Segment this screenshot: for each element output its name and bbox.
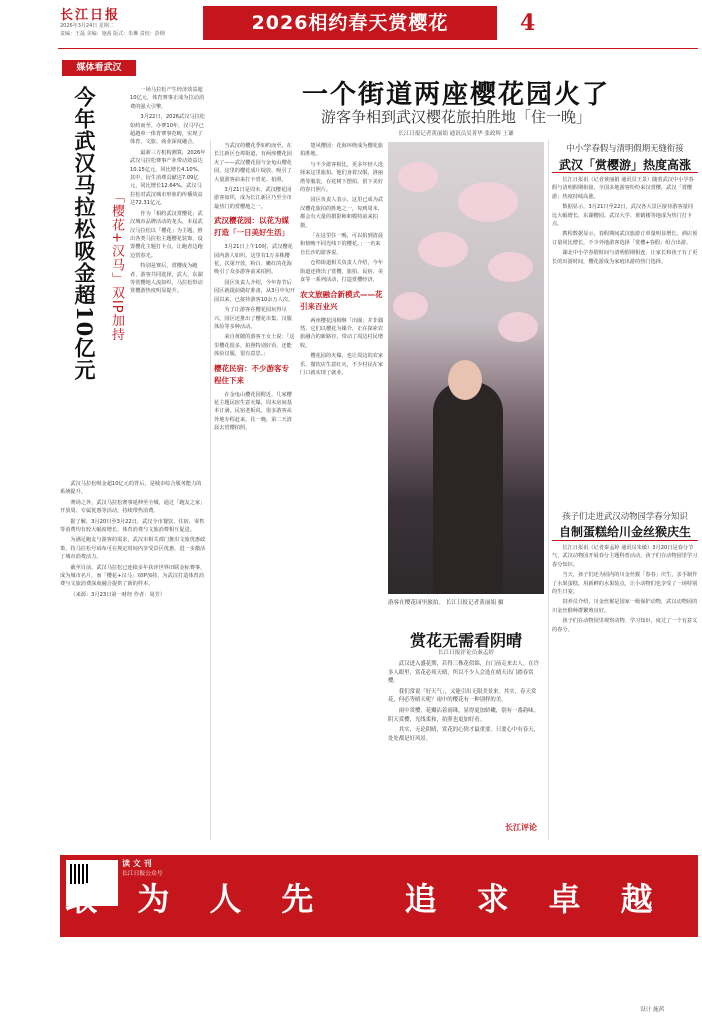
paragraph: 来自黄陂的游客王女士说：「这里樱花很多，拍照特别好看，还能体验汉服，很有意思。」 (214, 334, 295, 358)
paragraph: 3月21日上午10时，武汉樱花园内游人如织。这里有1万多株樱花，次第开放，粉白、嫩红的花海吸引了众多游客前来拍照。 (214, 244, 293, 276)
page-number: 4 (520, 10, 536, 36)
paragraph: 樱花园的火爆，也让周边的农家乐、餐饮店生意红火，不少村民在家门口就实现了就业。 (300, 353, 384, 376)
blossom-cluster (398, 162, 438, 192)
paragraph: 与不少游客相比，更多年轻人选择来这里旅拍。他们身着汉服、洛丽塔等服装，在花树下摆拍，留下美好的春日照片。 (300, 161, 384, 194)
column-divider (210, 140, 211, 840)
blossom-cluster (458, 182, 518, 222)
paragraph: 作为「相约武汉赏樱花」武汉城市品牌活动的龙头，本届武汉马拉松以「樱花」为主题，推出各类马拉松主题樱花装饰，设置樱花主题打卡点，让跑者边跑边赏春光。 (130, 210, 203, 259)
model-figure (433, 382, 503, 594)
paragraph: 最新三方机构测算，2026年武汉马拉松赛事产业带动效益达10.15亿元，同比增长4.10%，其中，衍生消费贡献达7.09亿元，同比增长12.64%。武汉马拉松对武汉城市形象的传播效益达72.31亿元。 (130, 149, 206, 207)
article-source: （来源：3月23日第一财经 作者：周芳） (70, 591, 165, 598)
footer-slogan: 敢为人先 追求卓越 (65, 880, 693, 918)
paragraph: 赛场之外，武汉马拉松赛事延伸至全城，通过「跑友之家」开放周、专属优惠等活动，持续带热消费。 (60, 499, 206, 515)
paragraph: 长江日报讯（记者秦孟婷 通讯员朱敏）3月20日是春分节气，武汉动物园开展春分主题科普活动，孩子们在动物园里学习春分知识。 (552, 545, 698, 568)
editor-credits: 责编：王磊 美编：施茜 版式：朱琳 责校：彭纲 (60, 31, 165, 37)
paragraph: 为了让游客在樱花园玩得尽兴，园区还推出了樱花市集、汉服体验等多种活动。 (214, 307, 292, 330)
masthead: 长江日报 (60, 8, 121, 23)
footer-sublabel: 长江日报公众号 (122, 871, 163, 877)
footer-label: 读 文 刊 (122, 859, 152, 868)
main-article-col2 (300, 142, 384, 842)
paragraph: 据了解，3月20日至3月22日，武汉全市餐饮、住宿、零售等消费均有较大幅度增长，体育消费与文旅消费相互促进。 (60, 518, 205, 534)
commentary-seal: 长江评论 (505, 823, 537, 832)
paragraph: 楚风樱园：花海环绕成为樱花旅拍胜地。 (300, 143, 384, 158)
essay-author: 长江日报评论员秦孟婷 (438, 650, 494, 656)
main-article-col1 (214, 142, 296, 842)
main-headline: 一个街道两座樱花园火了 (301, 80, 610, 110)
paragraph: 3月21日是周末，武汉樱花园游客如织，成为长江新区乃至全市最热门的赏樱地之一。 (214, 187, 292, 210)
paragraph: 在金龟山樱花园附近，几家樱花主题民宿生意火爆，周末房间基本订满。民宿老板说，很多游客从外地专程赶来，住一晚，第二天清晨去赏樱拍照。 (214, 391, 292, 432)
paragraph: 孩子们在动物园里观察动物、学习知识，度过了一个有意义的春分。 (552, 618, 698, 633)
main-subheadline: 游客争相到武汉樱花旅拍胜地「住一晚」 (320, 108, 591, 126)
paragraph: 园区负责人介绍，今年春节后园区就提前做好准备，从3月中旬开园以来，已接待游客10余万人次。 (214, 279, 296, 303)
paragraph: 其实，无论阴晴，赏花的心情才最重要。只要心中有春天，处处都是好风景。 (388, 727, 539, 742)
header-divider (58, 48, 698, 49)
right-headline-1: 武汉「赏樱游」热度高涨 (558, 158, 691, 172)
right-article-2 (552, 544, 698, 849)
paragraph: 携程数据显示，春假期间武汉旅游订单量明显增长，酒店预订量同比增长，不少外地游客选择「赏樱+春假」组合出游。 (552, 231, 698, 246)
paragraph: 湖北中小学春假时间与清明假期相连，让家长和孩子有了更长的出游时间，樱花游成为家庭出游的热门选择。 (552, 250, 698, 265)
issue-date: 2026年3月24日 星期二 (60, 23, 114, 29)
left-article-body (130, 86, 206, 486)
blossom-cluster (488, 252, 533, 282)
paragraph: 截至目前，武汉马拉松已连续多年获评世界田联金标赛事，成为城市名片，而「樱花+汉马」双IP加持，为武汉打造体育消费与文旅消费深度融合提供了新的样本。 (60, 564, 206, 588)
page-header (0, 0, 702, 48)
divider (552, 540, 698, 541)
photo-caption: 游客在樱花园里旅拍。 长江日报记者黄丽娟 摄 (388, 600, 504, 606)
right-kicker-2: 孩子们走进武汉动物园学春分知识 (562, 511, 688, 521)
paragraph: 3月22日，2026武汉马拉松如约而至。办赛10年，汉马早已超越单一体育赛事范畴，实现了体育、文旅、商业深度融合。 (130, 114, 205, 146)
main-byline: 长江日报记者黄丽娟 通讯员吴菁华 张政辉 王谦 (398, 131, 514, 137)
blossom-cluster (418, 232, 468, 267)
column-badge: 媒体看武汉 (62, 60, 136, 76)
essay-body (388, 660, 544, 848)
right-article-1 (552, 176, 698, 506)
paragraph: 两座樱花园相继「出圈」并非偶然。它们以樱花为媒介，正在探索农旅融合的新路径，带动了周边村民增收。 (300, 317, 384, 349)
left-article-body-lower (60, 480, 206, 830)
section-heading: 樱花民宿：不少游客专程住下来 (214, 363, 289, 385)
model-face (448, 360, 482, 400)
left-vertical-title: 今年武汉马拉松吸金超10亿元 (72, 86, 97, 382)
paragraph: 武汉马拉松吸金超10亿元的背后，是城市综合服务能力的系统提升。 (60, 481, 202, 496)
section-heading: 武汉樱花园：以花为媒打造「一日美好生活」 (214, 216, 289, 238)
paragraph: 饲养员介绍，川金丝猴是国家一级保护动物，武汉动物园的川金丝猴种群繁殖良好。 (552, 599, 698, 614)
paragraph: 仓埠街道相关负责人介绍，今年街道还推出了赏樱、旅拍、民宿、美食等一系列活动，打造赏樱经济。 (300, 260, 384, 284)
left-vertical-subtitle: 「樱花+汉马」双IP加持 (109, 190, 124, 342)
paragraph: 长江日报讯（记者黄丽娟 通讯员王景）随着武汉中小学春假与清明假期衔接，全国多地游客纷纷来汉赏樱，武汉「赏樱游」热度持续高涨。 (552, 177, 694, 200)
paragraph: 当天，孩子们还为园内的川金丝猴「春春」庆生，亲手制作了水果蛋糕，用新鲜的水果装点，让小动物们也享受了一场特别的生日宴。 (552, 572, 698, 596)
blossom-cluster (498, 312, 538, 342)
paragraph: 一场马拉松产生经济效益超10亿元，体育赛事正成为拉动消费的强大引擎。 (130, 87, 205, 110)
paragraph: 「在这里住一晚，可以拍到清晨和傍晚不同光线下的樱花。」一名来自长沙的游客说。 (300, 233, 384, 256)
section-heading: 农文旅融合新模式——花引来百业兴 (300, 289, 383, 311)
right-kicker-1: 中小学春假与清明假期无缝衔接 (566, 143, 684, 153)
paragraph: 园区负责人表示，这里已成为武汉樱花旅拍的胜地之一，每到周末，都会有大量的摄影师和模特前来拍摄。 (300, 197, 384, 229)
paragraph: 为满足跑友与游客的需求，武汉市相关部门推出文旅优惠政策，持马拉松号码布可在规定时间内享受景区优惠，进一步激活了城市消费活力。 (60, 537, 206, 561)
blossom-cluster (393, 292, 428, 320)
column-divider (548, 140, 549, 840)
paragraph: 特别是赛后，赏樱成为跑者、游客共同选择，武大、东湖等赏樱地人流如织，马拉松带动赏樱游热度明显提升。 (130, 263, 203, 295)
paragraph: 当武汉的樱花季如约而至，在长江新区仓埠街道，有两座樱花园火了——武汉樱花园与金龟山樱花园，这里的樱花成片绽放，吸引了大量游客前来打卡赏花、拍照。 (214, 143, 292, 183)
section-banner: 2026相约春天赏樱花 (203, 6, 497, 40)
divider (552, 172, 698, 173)
cherry-blossom-photo (388, 142, 544, 594)
paragraph: 我们常说「好天气」，又能引出无限美景来。其实，春天赏花，何必等晴天呢？雨中的樱花有一种别样的美。 (388, 688, 537, 704)
designer-credit: 设计 施茜 (640, 1007, 665, 1013)
paragraph: 数据显示，3月21日至22日，武汉各大景区接待游客量同比大幅增长，东湖樱园、武汉大学、黄鹤楼等地成为热门打卡点。 (552, 204, 694, 228)
right-headline-2: 自制蛋糕给川金丝猴庆生 (558, 525, 691, 539)
paragraph: 雨中赏樱，花瓣沾着雨珠，显得更加娇嫩，别有一番韵味。阴天赏樱，光线柔和，拍照也更加好看。 (388, 707, 539, 723)
paragraph: 武汉进入盛花期，若得三株花似锦，自门前走来去人。在许多人眼里，赏花必须天晴，所以不少人会选在晴天出门踏春赏樱。 (388, 661, 539, 685)
essay-title: 赏花无需看阴晴 (409, 631, 522, 650)
